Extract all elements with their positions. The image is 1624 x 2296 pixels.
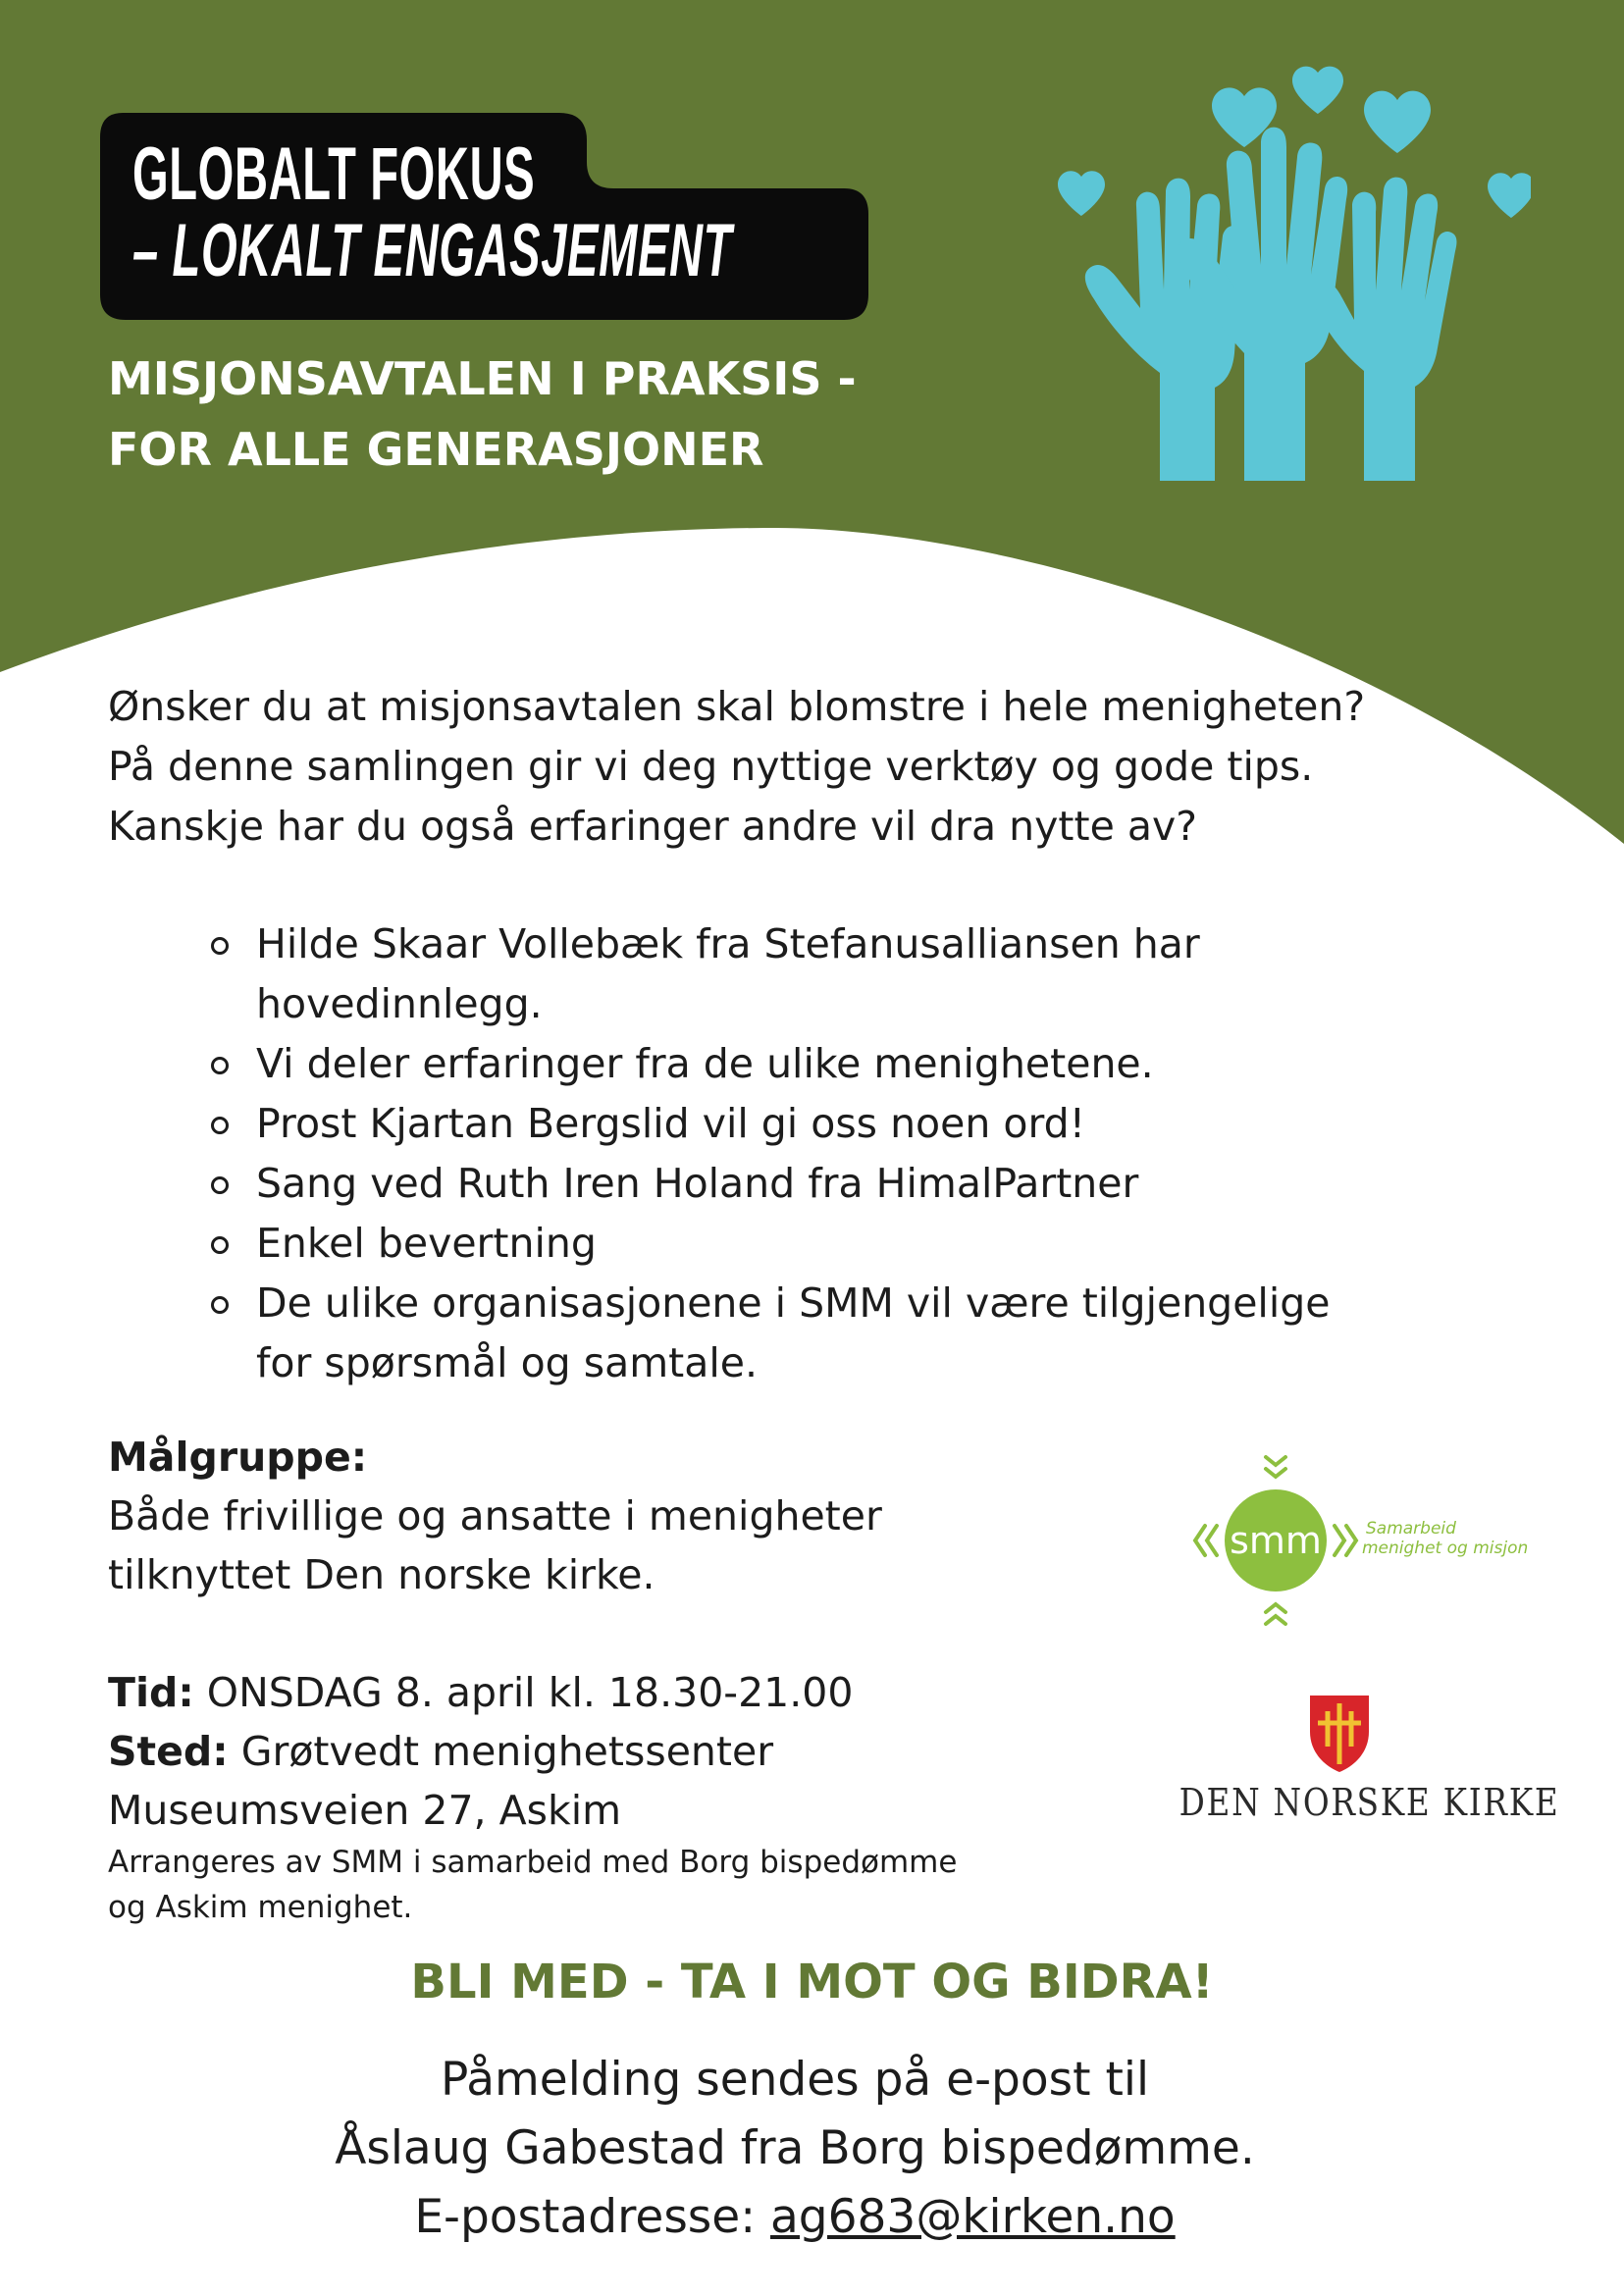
- list-item: [211, 914, 1388, 1034]
- intro-paragraph: [108, 677, 1403, 857]
- list-item: [211, 1034, 1388, 1094]
- circle-bullet-icon: [211, 1176, 229, 1194]
- time-label: Tid:: [108, 1669, 194, 1716]
- program-list: [211, 914, 1388, 1393]
- time-value: ONSDAG 8. april kl. 18.30-21.00: [193, 1669, 854, 1716]
- arranger-note: og Askim menighet.: [108, 1890, 413, 1925]
- list-item-text: Enkel bevertning: [256, 1220, 597, 1267]
- call-to-action: BLI MED - TA I MOT OG BIDRA!: [410, 1955, 1214, 2009]
- event-time: [108, 1663, 853, 1722]
- event-address: Museumsveien 27, Askim: [108, 1787, 622, 1834]
- target-group-label: Målgruppe:: [108, 1434, 368, 1481]
- intro-line: Ønsker du at misjonsavtalen skal blomstre i hele menigheten?: [108, 683, 1366, 730]
- title-line-local-engagement: – LOKALT ENGASJEMENT: [132, 209, 733, 292]
- den-norske-kirke-logo: [1153, 1688, 1560, 1835]
- target-group-text: Både frivillige og ansatte i menigheter: [108, 1492, 882, 1539]
- church-shield-icon: [1153, 1688, 1526, 1776]
- intro-line: Kanskje har du også erfaringer andre vil dra nytte av?: [108, 803, 1197, 850]
- list-item-text: Prost Kjartan Bergslid vil gi oss noen ord!: [256, 1100, 1086, 1147]
- list-item-text: Vi deler erfaringer fra de ulike menighetene.: [256, 1040, 1154, 1087]
- signup-email-line: [0, 2183, 1590, 2252]
- smm-logo: [1178, 1447, 1531, 1634]
- list-item: [211, 1154, 1388, 1214]
- event-place: [108, 1722, 773, 1781]
- target-group-text: tilknyttet Den norske kirke.: [108, 1551, 655, 1598]
- smm-logo-text: smm: [1230, 1519, 1322, 1562]
- arranger-note: Arrangeres av SMM i samarbeid med Borg bispedømme: [108, 1845, 958, 1880]
- list-item: [211, 1274, 1388, 1393]
- den-norske-kirke-text: DEN NORSKE KIRKE: [1179, 1781, 1560, 1824]
- subtitle-line-1: MISJONSAVTALEN I PRAKSIS -: [108, 352, 857, 405]
- circle-bullet-icon: [211, 1296, 229, 1314]
- signup-text: Åslaug Gabestad fra Borg bispedømme.: [335, 2121, 1255, 2175]
- circle-bullet-icon: [211, 937, 229, 955]
- subtitle-line-2: FOR ALLE GENERASJONER: [108, 423, 764, 476]
- signup-text: Påmelding sendes på e-post til: [440, 2053, 1150, 2107]
- list-item-text: Sang ved Ruth Iren Holand fra HimalPartner: [256, 1160, 1139, 1207]
- list-item: [211, 1094, 1388, 1154]
- raised-hands-hearts-icon: [1040, 59, 1531, 491]
- smm-tagline: menighet og misjon: [1362, 1539, 1529, 1558]
- list-item: [211, 1214, 1388, 1274]
- list-item-text: Hilde Skaar Vollebæk fra Stefanusalliansen har hovedinnlegg.: [256, 920, 1200, 1027]
- list-item-text: De ulike organisasjonene i SMM vil være tilgjengelige for spørsmål og samtale.: [256, 1279, 1331, 1386]
- title-line-global-focus: GLOBALT FOKUS: [132, 132, 536, 216]
- smm-tagline: Samarbeid: [1366, 1519, 1456, 1539]
- circle-bullet-icon: [211, 1057, 229, 1074]
- circle-bullet-icon: [211, 1236, 229, 1254]
- email-label: E-postadresse:: [414, 2190, 770, 2244]
- intro-line: På denne samlingen gir vi deg nyttige verktøy og gode tips.: [108, 743, 1314, 790]
- circle-bullet-icon: [211, 1117, 229, 1134]
- place-value: Grøtvedt menighetssenter: [228, 1728, 774, 1775]
- place-label: Sted:: [108, 1728, 229, 1775]
- email-link[interactable]: ag683@kirken.no: [769, 2190, 1176, 2244]
